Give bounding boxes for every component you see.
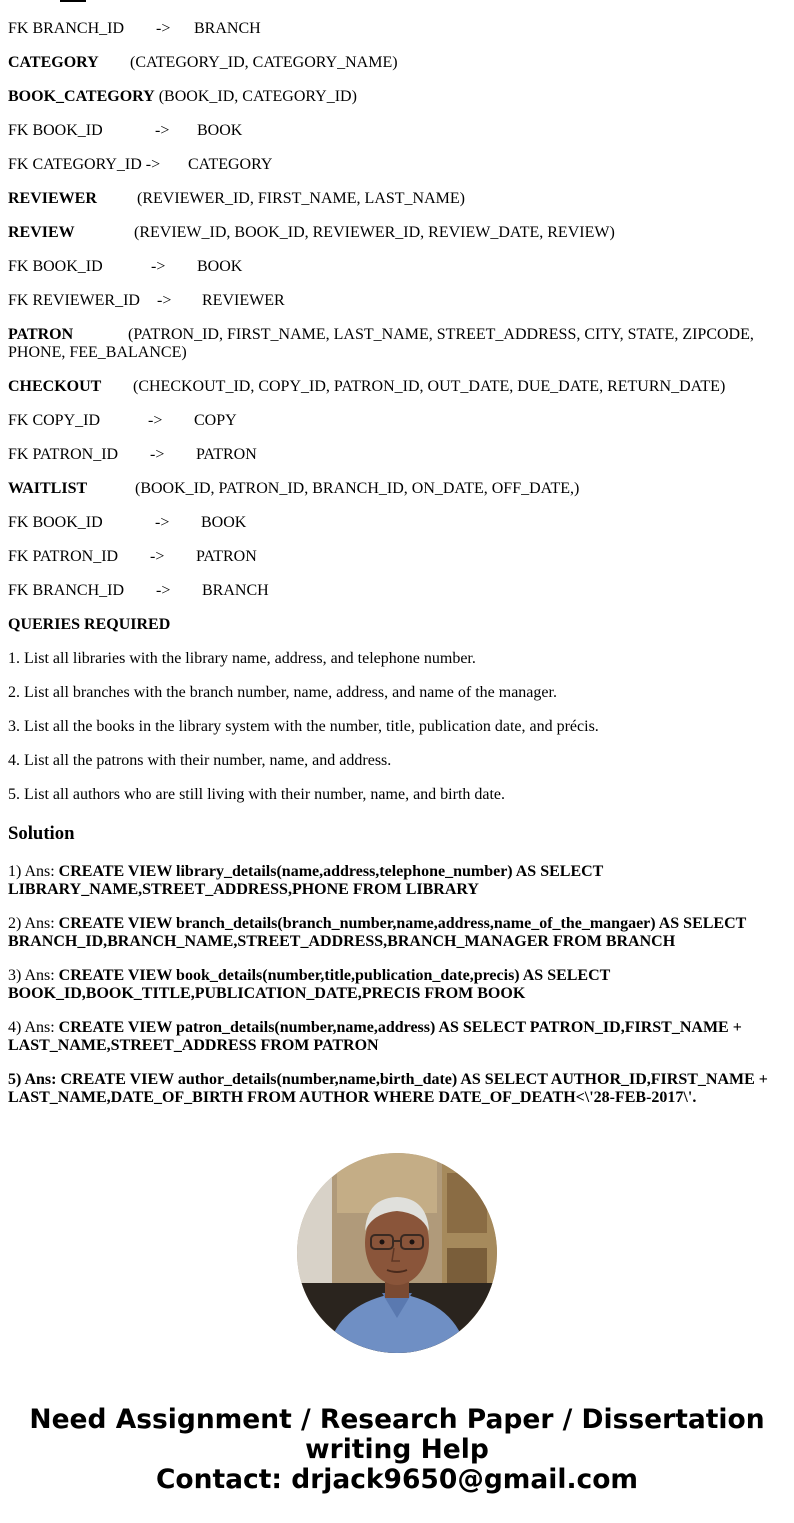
fk-target: PATRON: [196, 446, 257, 463]
footer-line-1: Need Assignment / Research Paper / Dissertation: [29, 1404, 765, 1435]
answer-sql: CREATE VIEW branch_details(branch_number,name,address,name_of_the_mangaer) AS SELECT BRANCH_ID,BRANCH_NAME,STREET_ADDRESS,BRANCH_MANAGER FROM BRANCH: [8, 915, 747, 950]
fk-branch-line: FK BRANCH_ID: [8, 20, 125, 37]
fk-label: FK REVIEWER_ID: [8, 292, 140, 309]
fk-arrow: ->: [150, 446, 165, 463]
query-item: 1. List all libraries with the library name, address, and telephone number.: [8, 650, 476, 667]
answer-prefix: 4) Ans:: [8, 1019, 59, 1036]
fk-target: BRANCH: [194, 20, 261, 37]
footer-contact: Contact: drjack9650@gmail.com: [155, 1464, 639, 1495]
fk-arrow: ->: [155, 514, 170, 531]
fk-arrow: ->: [155, 122, 170, 139]
solution-heading: Solution: [8, 823, 75, 844]
answer-prefix: 2) Ans:: [8, 915, 59, 932]
fk-label: FK BOOK_ID: [8, 258, 103, 275]
fk-label: FK CATEGORY_ID ->: [8, 156, 161, 173]
queries-heading: QUERIES REQUIRED: [8, 616, 171, 633]
table-name-reviewer: REVIEWER: [8, 190, 97, 207]
table-cols-book-category: (BOOK_ID, CATEGORY_ID): [158, 88, 357, 105]
fk-target: PATRON: [196, 548, 257, 565]
answer-prefix: 1) Ans:: [8, 863, 59, 880]
author-photo: [297, 1153, 497, 1353]
fk-target: REVIEWER: [202, 292, 285, 309]
table-name-category: CATEGORY: [8, 54, 99, 71]
fk-arrow: ->: [157, 292, 172, 309]
answer-sql: CREATE VIEW author_details(number,name,birth_date) AS SELECT AUTHOR_ID,FIRST_NAME + LAST_NAME,DATE_OF_BIRTH FROM AUTHOR WHERE DATE_OF_DEATH<\'28-FEB-2017\'.: [8, 1071, 768, 1106]
table-name-patron: PATRON: [8, 326, 74, 343]
table-cols-reviewer: (REVIEWER_ID, FIRST_NAME, LAST_NAME): [137, 190, 465, 207]
query-item: 3. List all the books in the library system with the number, title, publication date, and précis.: [8, 718, 599, 735]
fk-arrow: ->: [156, 20, 171, 37]
query-item: 4. List all the patrons with their number, name, and address.: [8, 752, 392, 769]
answer-prefix: 3) Ans:: [8, 967, 59, 984]
answer-5: [8, 1071, 786, 1107]
table-name-checkout: CHECKOUT: [8, 378, 102, 395]
fk-label: FK PATRON_ID: [8, 446, 119, 463]
fk-label: FK BOOK_ID: [8, 514, 103, 531]
fk-arrow: ->: [156, 582, 171, 599]
fk-target: COPY: [194, 412, 237, 429]
fk-target: CATEGORY: [188, 156, 273, 173]
table-cols-category: (CATEGORY_ID, CATEGORY_NAME): [130, 54, 398, 71]
answer-prefix: 5) Ans:: [8, 1071, 61, 1088]
fk-arrow: ->: [148, 412, 163, 429]
fk-target: BOOK: [201, 514, 247, 531]
fk-target: BRANCH: [202, 582, 269, 599]
fk-arrow: ->: [151, 258, 166, 275]
person-portrait-icon: [297, 1153, 497, 1353]
answer-2: [8, 915, 786, 951]
table-name-book-category: BOOK_CATEGORY: [8, 88, 155, 105]
table-cols-review: (REVIEW_ID, BOOK_ID, REVIEWER_ID, REVIEW_DATE, REVIEW): [134, 224, 615, 241]
fk-label: FK BRANCH_ID: [8, 582, 125, 599]
query-item: 2. List all branches with the branch number, name, address, and name of the manager.: [8, 684, 557, 701]
table-name-waitlist: WAITLIST: [8, 480, 88, 497]
fk-label: FK BOOK_ID: [8, 122, 103, 139]
fk-target: BOOK: [197, 258, 243, 275]
answer-sql: CREATE VIEW patron_details(number,name,address) AS SELECT PATRON_ID,FIRST_NAME + LAST_NAME,STREET_ADDRESS FROM PATRON: [8, 1019, 742, 1054]
book-category-line: [8, 88, 357, 106]
table-cols-checkout: (CHECKOUT_ID, COPY_ID, PATRON_ID, OUT_DATE, DUE_DATE, RETURN_DATE): [133, 378, 726, 395]
table-cols-waitlist: (BOOK_ID, PATRON_ID, BRANCH_ID, ON_DATE, OFF_DATE,): [135, 480, 580, 497]
query-item: 5. List all authors who are still living with their number, name, and birth date.: [8, 786, 506, 803]
answer-sql: CREATE VIEW book_details(number,title,publication_date,precis) AS SELECT BOOK_ID,BOOK_TITLE,PUBLICATION_DATE,PRECIS FROM BOOK: [8, 967, 611, 1002]
answer-1: [8, 863, 786, 899]
fk-label: FK PATRON_ID: [8, 548, 119, 565]
footer-line-2: writing Help: [305, 1434, 489, 1465]
fk-target: BOOK: [197, 122, 243, 139]
answer-3: [8, 967, 786, 1003]
cutoff-underscore: [60, 0, 86, 2]
fk-label: FK COPY_ID: [8, 412, 101, 429]
table-cols-patron: (PATRON_ID, FIRST_NAME, LAST_NAME, STREET_ADDRESS, CITY, STATE, ZIPCODE,: [128, 326, 754, 343]
table-name-review: REVIEW: [8, 224, 75, 241]
answer-4: [8, 1019, 786, 1055]
fk-arrow: ->: [150, 548, 165, 565]
table-cols-patron-cont: PHONE, FEE_BALANCE): [8, 344, 187, 361]
answer-sql: CREATE VIEW library_details(name,address,telephone_number) AS SELECT LIBRARY_NAME,STREET_ADDRESS,PHONE FROM LIBRARY: [8, 863, 604, 898]
